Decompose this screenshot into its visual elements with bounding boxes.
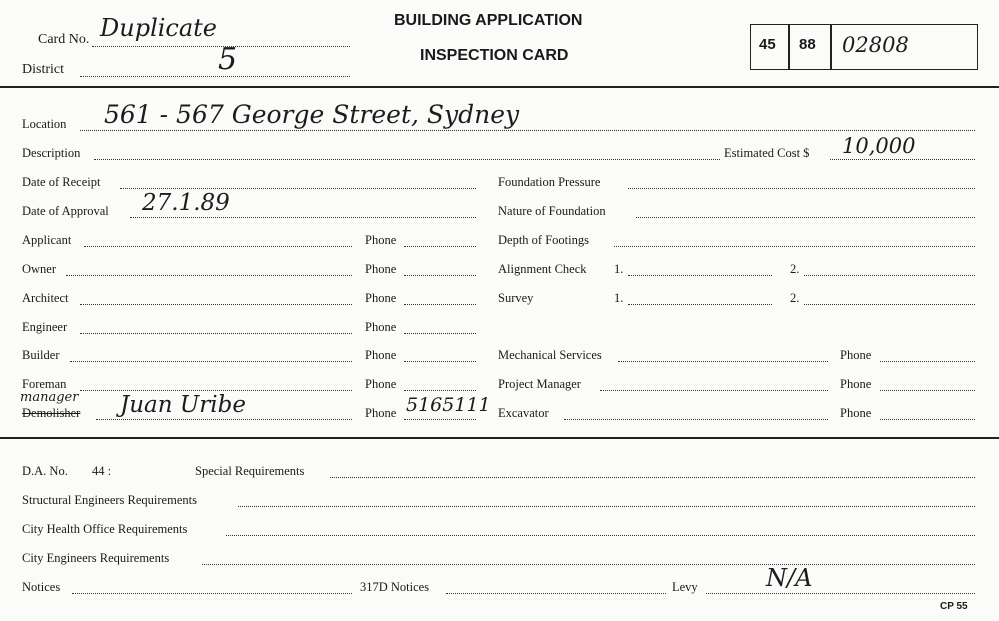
alignment-check-label: Alignment Check [498,262,587,276]
foreman-label: Foreman [22,377,67,391]
levy-line [706,593,975,594]
district-line [80,76,350,77]
mechanical-phone-label: Phone [840,348,872,362]
alignment-num-2: 2. [790,262,800,276]
survey-num-1: 1. [614,291,624,305]
description-line [94,159,720,160]
applicant-phone-line [404,246,476,247]
district-label: District [22,62,64,77]
mechanical-phone-line [880,361,975,362]
date-receipt-label: Date of Receipt [22,175,101,189]
alignment-line-1 [628,275,772,276]
structural-label: Structural Engineers Requirements [22,493,197,507]
levy-value: N/A [766,564,813,592]
date-approval-value: 27.1.89 [142,190,230,216]
alignment-num-1: 1. [614,262,624,276]
location-value: 561 - 567 George Street, Sydney [104,100,520,129]
location-line [80,130,975,131]
engineer-phone-label: Phone [365,320,397,334]
reference-b: 88 [799,36,816,53]
demolisher-phone-label: Phone [365,406,397,420]
health-line [226,535,975,536]
location-label: Location [22,117,67,131]
builder-phone-label: Phone [365,348,397,362]
foreman-phone-line [404,390,476,391]
survey-num-2: 2. [790,291,800,305]
survey-line-2 [804,304,975,305]
demolisher-value: Juan Uribe [120,392,246,418]
mechanical-line [618,361,828,362]
owner-label: Owner [22,262,57,276]
demolisher-correction: manager [20,390,79,405]
demolisher-label: Demolisher [22,406,81,420]
form-code: CP 55 [940,601,968,612]
notices-line [72,593,352,594]
mechanical-label: Mechanical Services [498,348,602,362]
excavator-line [564,419,828,420]
nature-foundation-line [636,217,975,218]
description-label: Description [22,146,81,160]
owner-phone-line [404,275,476,276]
builder-line [70,361,352,362]
reference-divider-1 [788,24,790,70]
da-no-label: D.A. No. [22,464,68,478]
alignment-line-2 [804,275,975,276]
depth-footings-line [614,246,975,247]
da-no-value: 44 : [92,464,112,478]
excavator-label: Excavator [498,406,549,420]
card-no-value: Duplicate [100,14,218,42]
applicant-label: Applicant [22,233,72,247]
survey-label: Survey [498,291,534,305]
date-approval-label: Date of Approval [22,204,109,218]
applicant-phone-label: Phone [365,233,397,247]
foundation-pressure-line [628,188,975,189]
architect-label: Architect [22,291,69,305]
demolisher-phone-line [404,419,476,420]
demolisher-phone-value: 5165111 [406,394,491,416]
notices-label: Notices [22,580,61,594]
architect-line [80,304,352,305]
foreman-line [80,390,352,391]
notices-317d-label: 317D Notices [360,580,430,594]
nature-foundation-label: Nature of Foundation [498,204,606,218]
header-divider [0,86,999,88]
reference-c: 02808 [842,33,909,57]
owner-line [66,275,352,276]
project-manager-line [600,390,828,391]
structural-line [238,506,975,507]
demolisher-line [96,419,352,420]
engineer-label: Engineer [22,320,68,334]
applicant-line [84,246,352,247]
builder-label: Builder [22,348,60,362]
foundation-pressure-label: Foundation Pressure [498,175,601,189]
architect-phone-line [404,304,476,305]
special-requirements-line [330,477,975,478]
health-label: City Health Office Requirements [22,522,188,536]
owner-phone-label: Phone [365,262,397,276]
title-line-2: INSPECTION CARD [420,47,569,64]
builder-phone-line [404,361,476,362]
depth-footings-label: Depth of Footings [498,233,589,247]
date-receipt-line [120,188,476,189]
title-line-1: BUILDING APPLICATION [394,12,583,29]
estimated-cost-label: Estimated Cost $ [724,146,810,160]
excavator-phone-label: Phone [840,406,872,420]
date-approval-line [130,217,476,218]
reference-divider-2 [830,24,832,70]
engineer-line [80,333,352,334]
estimated-cost-line [830,159,975,160]
project-manager-phone-label: Phone [840,377,872,391]
reference-a: 45 [759,36,776,53]
project-manager-phone-line [880,390,975,391]
engineer-phone-line [404,333,476,334]
city-engineers-line [202,564,975,565]
city-engineers-label: City Engineers Requirements [22,551,170,565]
architect-phone-label: Phone [365,291,397,305]
foreman-phone-label: Phone [365,377,397,391]
special-requirements-label: Special Requirements [195,464,305,478]
survey-line-1 [628,304,772,305]
project-manager-label: Project Manager [498,377,581,391]
district-value: 5 [218,42,238,77]
card-no-label: Card No. [38,32,90,47]
levy-label: Levy [672,580,698,594]
estimated-cost-value: 10,000 [842,134,916,158]
notices-317d-line [446,593,666,594]
requirements-divider [0,437,999,439]
excavator-phone-line [880,419,975,420]
